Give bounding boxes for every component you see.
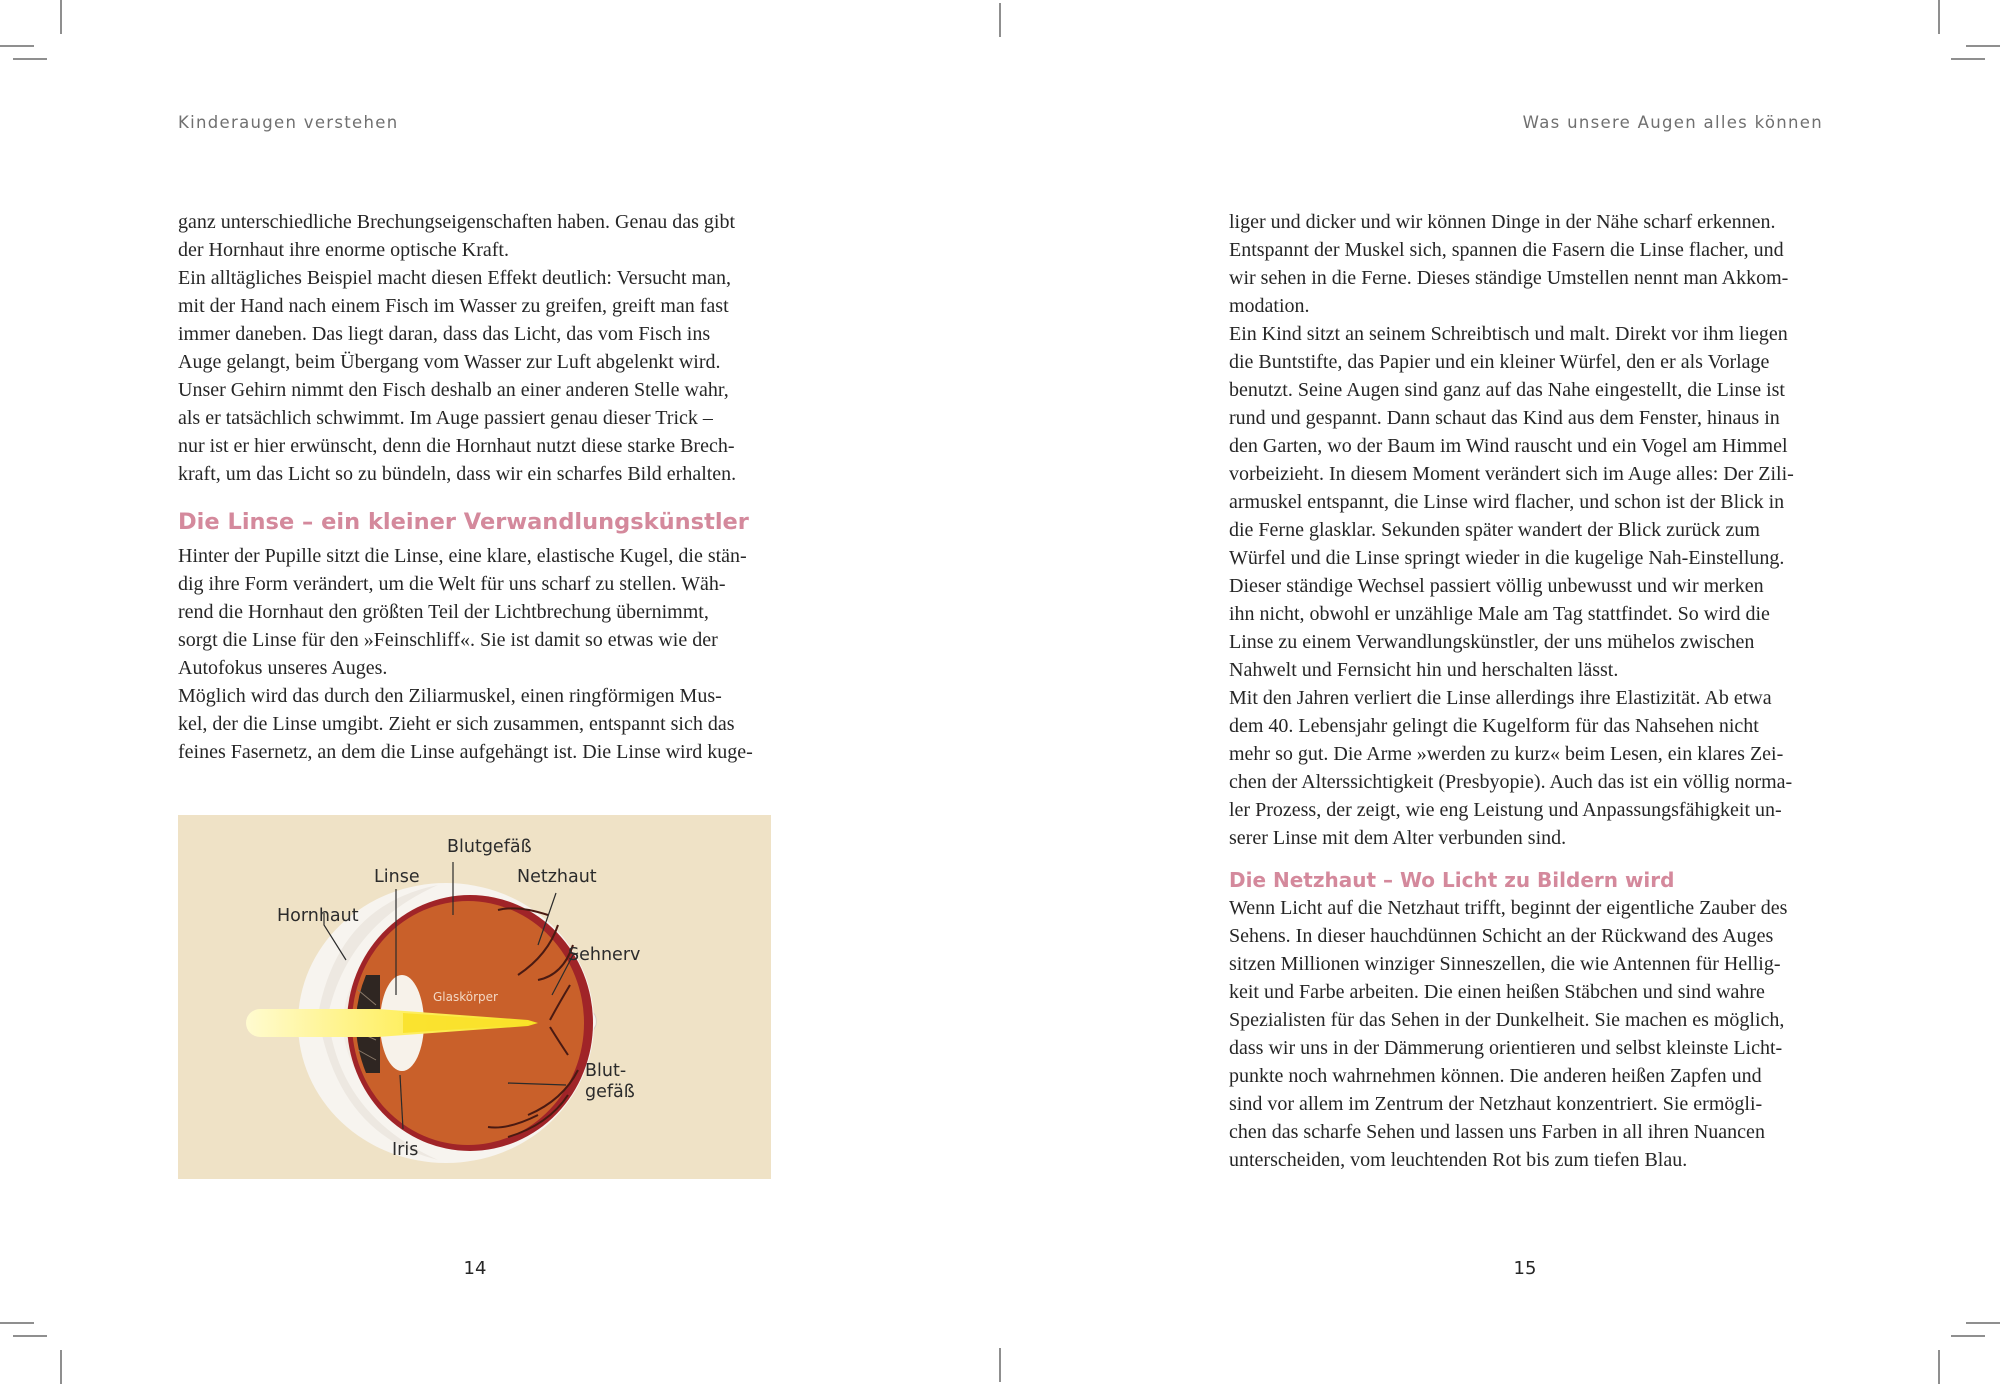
label-glaskoerper: Glaskörper (433, 990, 498, 1004)
text-line: benutzt. Seine Augen sind ganz auf das Nahe eingestellt, die Linse ist (1229, 379, 1785, 401)
text-line: Sehens. In dieser hauchdünnen Schicht an der Rückwand des Auges (1229, 925, 1774, 947)
crop-mark (1966, 1322, 2000, 1324)
text-line: Würfel und die Linse springt wieder in die kugelige Nah-Einstellung. (1229, 547, 1785, 569)
crop-mark (1938, 0, 1940, 34)
text-line: Entspannt der Muskel sich, spannen die Fasern die Linse flacher, und (1229, 239, 1784, 261)
section-heading: Die Linse – ein kleiner Verwandlungskünstler (178, 509, 749, 535)
text-line: vorbeizieht. In diesem Moment verändert sich im Auge alles: Der Zili- (1229, 463, 1794, 485)
text-line: Auge gelangt, beim Übergang vom Wasser zur Luft abgelenkt wird. (178, 351, 721, 373)
text-line: ganz unterschiedliche Brechungseigenschaften haben. Genau das gibt (178, 211, 736, 233)
paragraph (178, 682, 778, 766)
left-column (178, 208, 778, 766)
label-line: gefäß (585, 1082, 635, 1102)
page-number-left: 14 (463, 1258, 487, 1279)
paragraph (178, 208, 778, 264)
text-line: chen der Alterssichtigkeit (Presbyopie). Auch das ist ein völlig norma- (1229, 771, 1793, 793)
crop-mark (999, 1348, 1001, 1382)
crop-mark (1951, 1335, 1985, 1337)
text-line: sorgt die Linse für den »Feinschliff«. Sie ist damit so etwas wie der (178, 629, 718, 651)
text-line: wir sehen in die Ferne. Dieses ständige Umstellen nennt man Akkom- (1229, 267, 1789, 289)
crop-mark (60, 1350, 62, 1384)
crop-mark (60, 0, 62, 34)
text-line: als er tatsächlich schwimmt. Im Auge passiert genau dieser Trick – (178, 407, 713, 429)
paragraph (1229, 894, 1829, 1174)
eye-anatomy-figure (178, 815, 771, 1179)
label-iris: Iris (392, 1140, 419, 1160)
label-hornhaut: Hornhaut (277, 906, 359, 926)
paragraph (1229, 208, 1829, 320)
text-line: mit der Hand nach einem Fisch im Wasser zu greifen, greift man fast (178, 295, 729, 317)
label-sehnerv: Sehnerv (568, 945, 641, 965)
text-line: modation. (1229, 295, 1310, 317)
text-line: kel, der die Linse umgibt. Zieht er sich zusammen, entspannt sich das (178, 713, 735, 735)
section-heading: Die Netzhaut – Wo Licht zu Bildern wird (1229, 868, 1675, 892)
text-line: punkte noch wahrnehmen können. Die anderen heißen Zapfen und (1229, 1065, 1762, 1087)
text-line: armuskel entspannt, die Linse wird flacher, und schon ist der Blick in (1229, 491, 1785, 513)
text-line: der Hornhaut ihre enorme optische Kraft. (178, 239, 509, 261)
text-line: chen das scharfe Sehen und lassen uns Farben in all ihren Nuancen (1229, 1121, 1765, 1143)
text-line: Hinter der Pupille sitzt die Linse, eine klare, elastische Kugel, die stän- (178, 545, 747, 567)
running-head-left: Kinderaugen verstehen (178, 113, 399, 132)
label-linse: Linse (374, 867, 420, 887)
text-line: Spezialisten für das Sehen in der Dunkelheit. Sie machen es möglich, (1229, 1009, 1785, 1031)
label-line: Blut- (585, 1061, 627, 1081)
crop-mark (1966, 45, 2000, 47)
crop-mark (13, 1335, 47, 1337)
text-line: rund und gespannt. Dann schaut das Kind aus dem Fenster, hinaus in (1229, 407, 1780, 429)
text-line: rend die Hornhaut den größten Teil der Lichtbrechung übernimmt, (178, 601, 709, 623)
crop-mark (1938, 1350, 1940, 1384)
text-line: Mit den Jahren verliert die Linse allerdings ihre Elastizität. Ab etwa (1229, 687, 1772, 709)
text-line: die Ferne glasklar. Sekunden später wandert der Blick zurück zum (1229, 519, 1760, 541)
label-netzhaut: Netzhaut (517, 867, 597, 887)
text-line: mehr so gut. Die Arme »werden zu kurz« beim Lesen, ein klares Zei- (1229, 743, 1784, 765)
paragraph (178, 264, 778, 488)
text-line: sitzen Millionen winziger Sinneszellen, die wie Antennen für Hellig- (1229, 953, 1781, 975)
text-line: Linse zu einem Verwandlungskünstler, der uns mühelos zwischen (1229, 631, 1755, 653)
text-line: dem 40. Lebensjahr gelingt die Kugelform für das Nahsehen nicht (1229, 715, 1759, 737)
right-column (1229, 208, 1829, 1174)
text-line: Dieser ständige Wechsel passiert völlig unbewusst und wir merken (1229, 575, 1764, 597)
text-line: feines Fasernetz, an dem die Linse aufgehängt ist. Die Linse wird kuge- (178, 741, 753, 763)
text-line: ihn nicht, obwohl er unzählige Male am Tag stattfindet. So wird die (1229, 603, 1770, 625)
text-line: Wenn Licht auf die Netzhaut trifft, beginnt der eigentliche Zauber des (1229, 897, 1788, 919)
crop-mark (0, 45, 34, 47)
text-line: Autofokus unseres Auges. (178, 657, 388, 679)
text-line: Unser Gehirn nimmt den Fisch deshalb an einer anderen Stelle wahr, (178, 379, 729, 401)
text-line: den Garten, wo der Baum im Wind rauscht und ein Vogel am Himmel (1229, 435, 1788, 457)
text-line: dig ihre Form verändert, um die Welt für uns scharf zu stellen. Wäh- (178, 573, 726, 595)
text-line: die Buntstifte, das Papier und ein kleiner Würfel, den er als Vorlage (1229, 351, 1770, 373)
paragraph (1229, 320, 1829, 684)
text-line: serer Linse mit dem Alter verbunden sind. (1229, 827, 1567, 849)
crop-mark (1951, 58, 1985, 60)
text-line: Möglich wird das durch den Ziliarmuskel, einen ringförmigen Mus- (178, 685, 722, 707)
page-number-right: 15 (1513, 1258, 1537, 1279)
label-blutgefaess-top: Blutgefäß (447, 837, 532, 857)
label-blutgefaess-bottom (585, 1061, 635, 1103)
text-line: immer daneben. Das liegt daran, dass das Licht, das vom Fisch ins (178, 323, 711, 345)
text-line: Ein Kind sitzt an seinem Schreibtisch und malt. Direkt vor ihm liegen (1229, 323, 1788, 345)
paragraph (1229, 684, 1829, 852)
crop-mark (999, 3, 1001, 37)
text-line: liger und dicker und wir können Dinge in der Nähe scharf erkennen. (1229, 211, 1776, 233)
text-line: Ein alltägliches Beispiel macht diesen Effekt deutlich: Versucht man, (178, 267, 731, 289)
text-line: dass wir uns in der Dämmerung orientieren und selbst kleinste Licht- (1229, 1037, 1783, 1059)
crop-mark (0, 1322, 34, 1324)
text-line: sind vor allem im Zentrum der Netzhaut konzentriert. Sie ermögli- (1229, 1093, 1763, 1115)
text-line: ler Prozess, der zeigt, wie eng Leistung und Anpassungsfähigkeit un- (1229, 799, 1782, 821)
text-line: kraft, um das Licht so zu bündeln, dass wir ein scharfes Bild erhalten. (178, 463, 737, 485)
crop-mark (13, 58, 47, 60)
running-head-right: Was unsere Augen alles können (1522, 113, 1823, 132)
text-line: keit und Farbe arbeiten. Die einen heißen Stäbchen und sind wahre (1229, 981, 1765, 1003)
text-line: Nahwelt und Fernsicht hin und herschalten lässt. (1229, 659, 1619, 681)
paragraph (178, 542, 778, 682)
text-line: nur ist er hier erwünscht, denn die Hornhaut nutzt diese starke Brech- (178, 435, 735, 457)
text-line: unterscheiden, vom leuchtenden Rot bis zum tiefen Blau. (1229, 1149, 1688, 1171)
